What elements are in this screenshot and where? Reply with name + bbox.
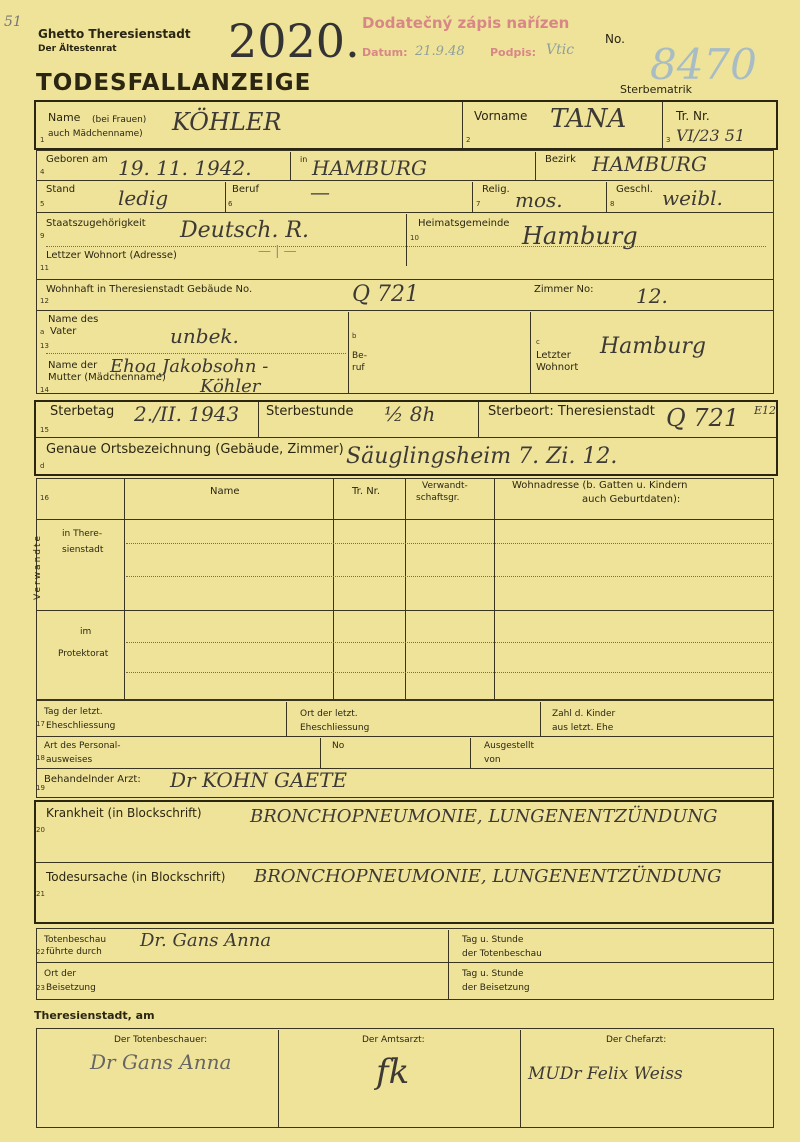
- col-verwandt-2: schaftsgr.: [416, 493, 460, 503]
- field-number: 23: [36, 984, 45, 992]
- sig-amtsarzt: fk: [376, 1052, 410, 1092]
- wohnhaft-value: Q 721: [352, 282, 420, 307]
- field-number: 9: [40, 232, 45, 240]
- in-theresienstadt-label: in There-: [62, 529, 103, 539]
- trnr-label: Tr. Nr.: [676, 109, 710, 123]
- mutter-label: Name der: [48, 360, 98, 371]
- geboren-in-label: in: [300, 155, 308, 164]
- kinder-label-2: aus letzt. Ehe: [552, 723, 614, 733]
- field-number: 22: [36, 948, 45, 956]
- trnr-value: VI/23 51: [676, 126, 746, 145]
- field-number: 2: [466, 136, 471, 144]
- ehe-tag-label-2: Eheschliessung: [46, 721, 116, 731]
- ehe-ort-label: Ort der letzt.: [300, 709, 358, 719]
- surname-value: KÖHLER: [172, 108, 282, 136]
- footer-place: Theresienstadt, am: [34, 1009, 155, 1022]
- totenbeschau-value: Dr. Gans Anna: [140, 930, 272, 951]
- krankheit-label: Krankheit (in Blockschrift): [46, 806, 202, 820]
- field-number: 12: [40, 297, 49, 305]
- wohnort-value: — | —: [258, 244, 297, 259]
- no-label: No.: [605, 32, 625, 46]
- field-number: 8: [610, 200, 615, 208]
- field-number: 1: [40, 136, 45, 144]
- geboren-value: 19. 11. 1942.: [118, 156, 252, 180]
- stamp-datum-label: Datum:: [362, 46, 408, 59]
- staats-value: Deutsch. R.: [180, 218, 309, 243]
- ausweis-art-label-2: ausweises: [46, 755, 93, 765]
- field-number: 6: [228, 200, 233, 208]
- beisetzung-tag-label-2: der Beisetzung: [462, 983, 530, 993]
- name-sublabel: (bei Frauen): [92, 115, 147, 125]
- beruf-label: Beruf: [232, 184, 259, 195]
- ehe-ort-label-2: Eheschliessung: [300, 723, 370, 733]
- sig-totenbeschauer: Dr Gans Anna: [90, 1050, 232, 1074]
- field-number: 21: [36, 890, 45, 898]
- staats-label: Staatszugehörigkeit: [46, 218, 146, 229]
- geschl-value: weibl.: [662, 186, 723, 210]
- eltern-wohnort-label-2: Wohnort: [536, 362, 579, 373]
- genau-value: Säuglingsheim 7. Zi. 12.: [346, 444, 618, 469]
- field-letter: c: [536, 338, 540, 346]
- geboren-label: Geboren am: [46, 154, 108, 165]
- totenbeschau-label-2: führte durch: [46, 947, 102, 957]
- kinder-label: Zahl d. Kinder: [552, 709, 616, 719]
- eltern-beruf-label: Be-: [352, 351, 367, 361]
- form-title: TODESFALLANZEIGE: [36, 70, 312, 96]
- stamp-podpis-label: Podpis:: [490, 46, 537, 59]
- eltern-beruf-label-2: ruf: [352, 363, 365, 373]
- corner-number: 51: [4, 14, 22, 30]
- beruf-value: —: [310, 180, 330, 204]
- field-number: 19: [36, 784, 45, 792]
- col-wohnadresse-2: auch Geburtdaten):: [582, 494, 681, 505]
- sterbeort-label: Sterbeort: Theresienstadt: [488, 404, 655, 419]
- heimat-label: Heimatsgemeinde: [418, 218, 510, 229]
- ausweis-no-label: No: [332, 741, 345, 751]
- verwandte-side-label: Verwandte: [33, 533, 43, 600]
- wohnhaft-label: Wohnhaft in Theresienstadt Gebäude No.: [46, 284, 253, 295]
- vater-label: Name des: [48, 314, 99, 325]
- arzt-value: Dr KOHN GAETE: [170, 768, 348, 792]
- field-number: 10: [410, 234, 419, 242]
- field-number: 20: [36, 826, 45, 834]
- totenbeschau-tag-label: Tag u. Stunde: [462, 935, 524, 945]
- ehe-tag-label: Tag der letzt.: [44, 707, 103, 717]
- beisetzung-ort-label-2: Beisetzung: [46, 983, 96, 993]
- sterbestunde-value: ½ 8h: [384, 402, 436, 426]
- im-label: im: [80, 627, 92, 637]
- col-wohnadresse: Wohnadresse (b. Gatten u. Kindern: [512, 480, 688, 491]
- heimat-value: Hamburg: [522, 222, 638, 250]
- todesursache-value: BRONCHOPNEUMONIE, LUNGENENTZÜNDUNG: [254, 866, 722, 887]
- eltern-wohnort-label: Letzter: [536, 350, 571, 361]
- org-council: Der Ältestenrat: [38, 44, 117, 54]
- org-name: Ghetto Theresienstadt: [38, 27, 191, 41]
- sig-chefarzt-label: Der Chefarzt:: [606, 1035, 667, 1045]
- marriage-section: [36, 700, 774, 798]
- stand-label: Stand: [46, 184, 76, 195]
- name-sublabel-2: auch Mädchenname): [48, 129, 143, 139]
- sig-amtsarzt-label: Der Amtsarzt:: [362, 1035, 425, 1045]
- totenbeschau-tag-label-2: der Totenbeschau: [462, 949, 542, 959]
- field-number: 17: [36, 720, 45, 728]
- vorname-value: TANA: [550, 104, 627, 134]
- ausgestellt-label-2: von: [484, 755, 501, 765]
- sterbestunde-label: Sterbestunde: [266, 404, 354, 419]
- matrix-label: Sterbematrik: [620, 83, 693, 96]
- totenbeschau-label: Totenbeschau: [44, 935, 107, 945]
- vater-value: unbek.: [170, 324, 239, 348]
- field-letter: d: [40, 462, 45, 470]
- todesursache-label: Todesursache (in Blockschrift): [46, 870, 226, 884]
- sterbeort-extra: E12: [754, 404, 777, 417]
- beisetzung-ort-label: Ort der: [44, 969, 77, 979]
- sig-totenbeschauer-label: Der Totenbeschauer:: [114, 1035, 208, 1045]
- matrix-handwritten: 8470: [650, 40, 757, 89]
- sterbetag-label: Sterbetag: [50, 404, 115, 419]
- geschl-label: Geschl.: [616, 184, 653, 195]
- eltern-wohnort-value: Hamburg: [600, 334, 707, 359]
- in-theresienstadt-label-2: sienstadt: [62, 545, 104, 555]
- genau-label: Genaue Ortsbezeichnung (Gebäude, Zimmer): [46, 442, 344, 457]
- field-number: 4: [40, 168, 45, 176]
- zimmer-value: 12.: [636, 284, 668, 308]
- beisetzung-tag-label: Tag u. Stunde: [462, 969, 524, 979]
- field-number: 3: [666, 136, 671, 144]
- name-label: Name: [48, 111, 81, 124]
- arzt-label: Behandelnder Arzt:: [44, 774, 141, 785]
- col-verwandt: Verwandt-: [422, 481, 468, 491]
- field-number: 18: [36, 754, 45, 762]
- mutter-value-2: Köhler: [200, 376, 261, 397]
- form-number-handwritten: 2020.: [228, 14, 360, 68]
- bezirk-label: Bezirk: [545, 154, 576, 165]
- sig-chefarzt: MUDr Felix Weiss: [528, 1064, 683, 1084]
- stamp-datum-value: 21.9.48: [415, 44, 465, 59]
- krankheit-value: BRONCHOPNEUMONIE, LUNGENENTZÜNDUNG: [250, 806, 718, 827]
- stand-value: ledig: [118, 186, 169, 210]
- sterbetag-value: 2./II. 1943: [134, 402, 240, 426]
- ausgestellt-label: Ausgestellt: [484, 741, 535, 751]
- field-number: 16: [40, 494, 49, 502]
- geboren-in-value: HAMBURG: [312, 156, 427, 180]
- sterbeort-value: Q 721: [666, 404, 740, 432]
- mutter-value: Ehoa Jakobsohn -: [110, 356, 269, 377]
- zimmer-label: Zimmer No:: [534, 284, 594, 295]
- stamp-podpis-value: Vtic: [546, 42, 575, 58]
- protektorat-label: Protektorat: [58, 649, 109, 659]
- col-trnr: Tr. Nr.: [352, 486, 381, 497]
- field-number: 11: [40, 264, 49, 272]
- field-number: 13: [40, 342, 49, 350]
- field-number: 14: [40, 386, 49, 394]
- relig-value: mos.: [515, 188, 563, 212]
- col-name: Name: [210, 486, 240, 497]
- wohnort-label: Lettzer Wohnort (Adresse): [46, 250, 177, 261]
- vater-label-2: Vater: [50, 326, 77, 337]
- field-letter: b: [352, 332, 357, 340]
- ausweis-art-label: Art des Personal-: [44, 741, 121, 751]
- field-number: 7: [476, 200, 481, 208]
- field-number: 5: [40, 200, 45, 208]
- field-number: 15: [40, 426, 49, 434]
- stamp-text: Dodatečný zápis nařízen: [362, 14, 570, 32]
- relig-label: Relig.: [482, 184, 510, 195]
- mutter-label-2: Mutter (Mädchenname): [48, 372, 166, 383]
- vorname-label: Vorname: [474, 109, 528, 123]
- bezirk-value: HAMBURG: [592, 152, 707, 176]
- field-letter: a: [40, 328, 45, 336]
